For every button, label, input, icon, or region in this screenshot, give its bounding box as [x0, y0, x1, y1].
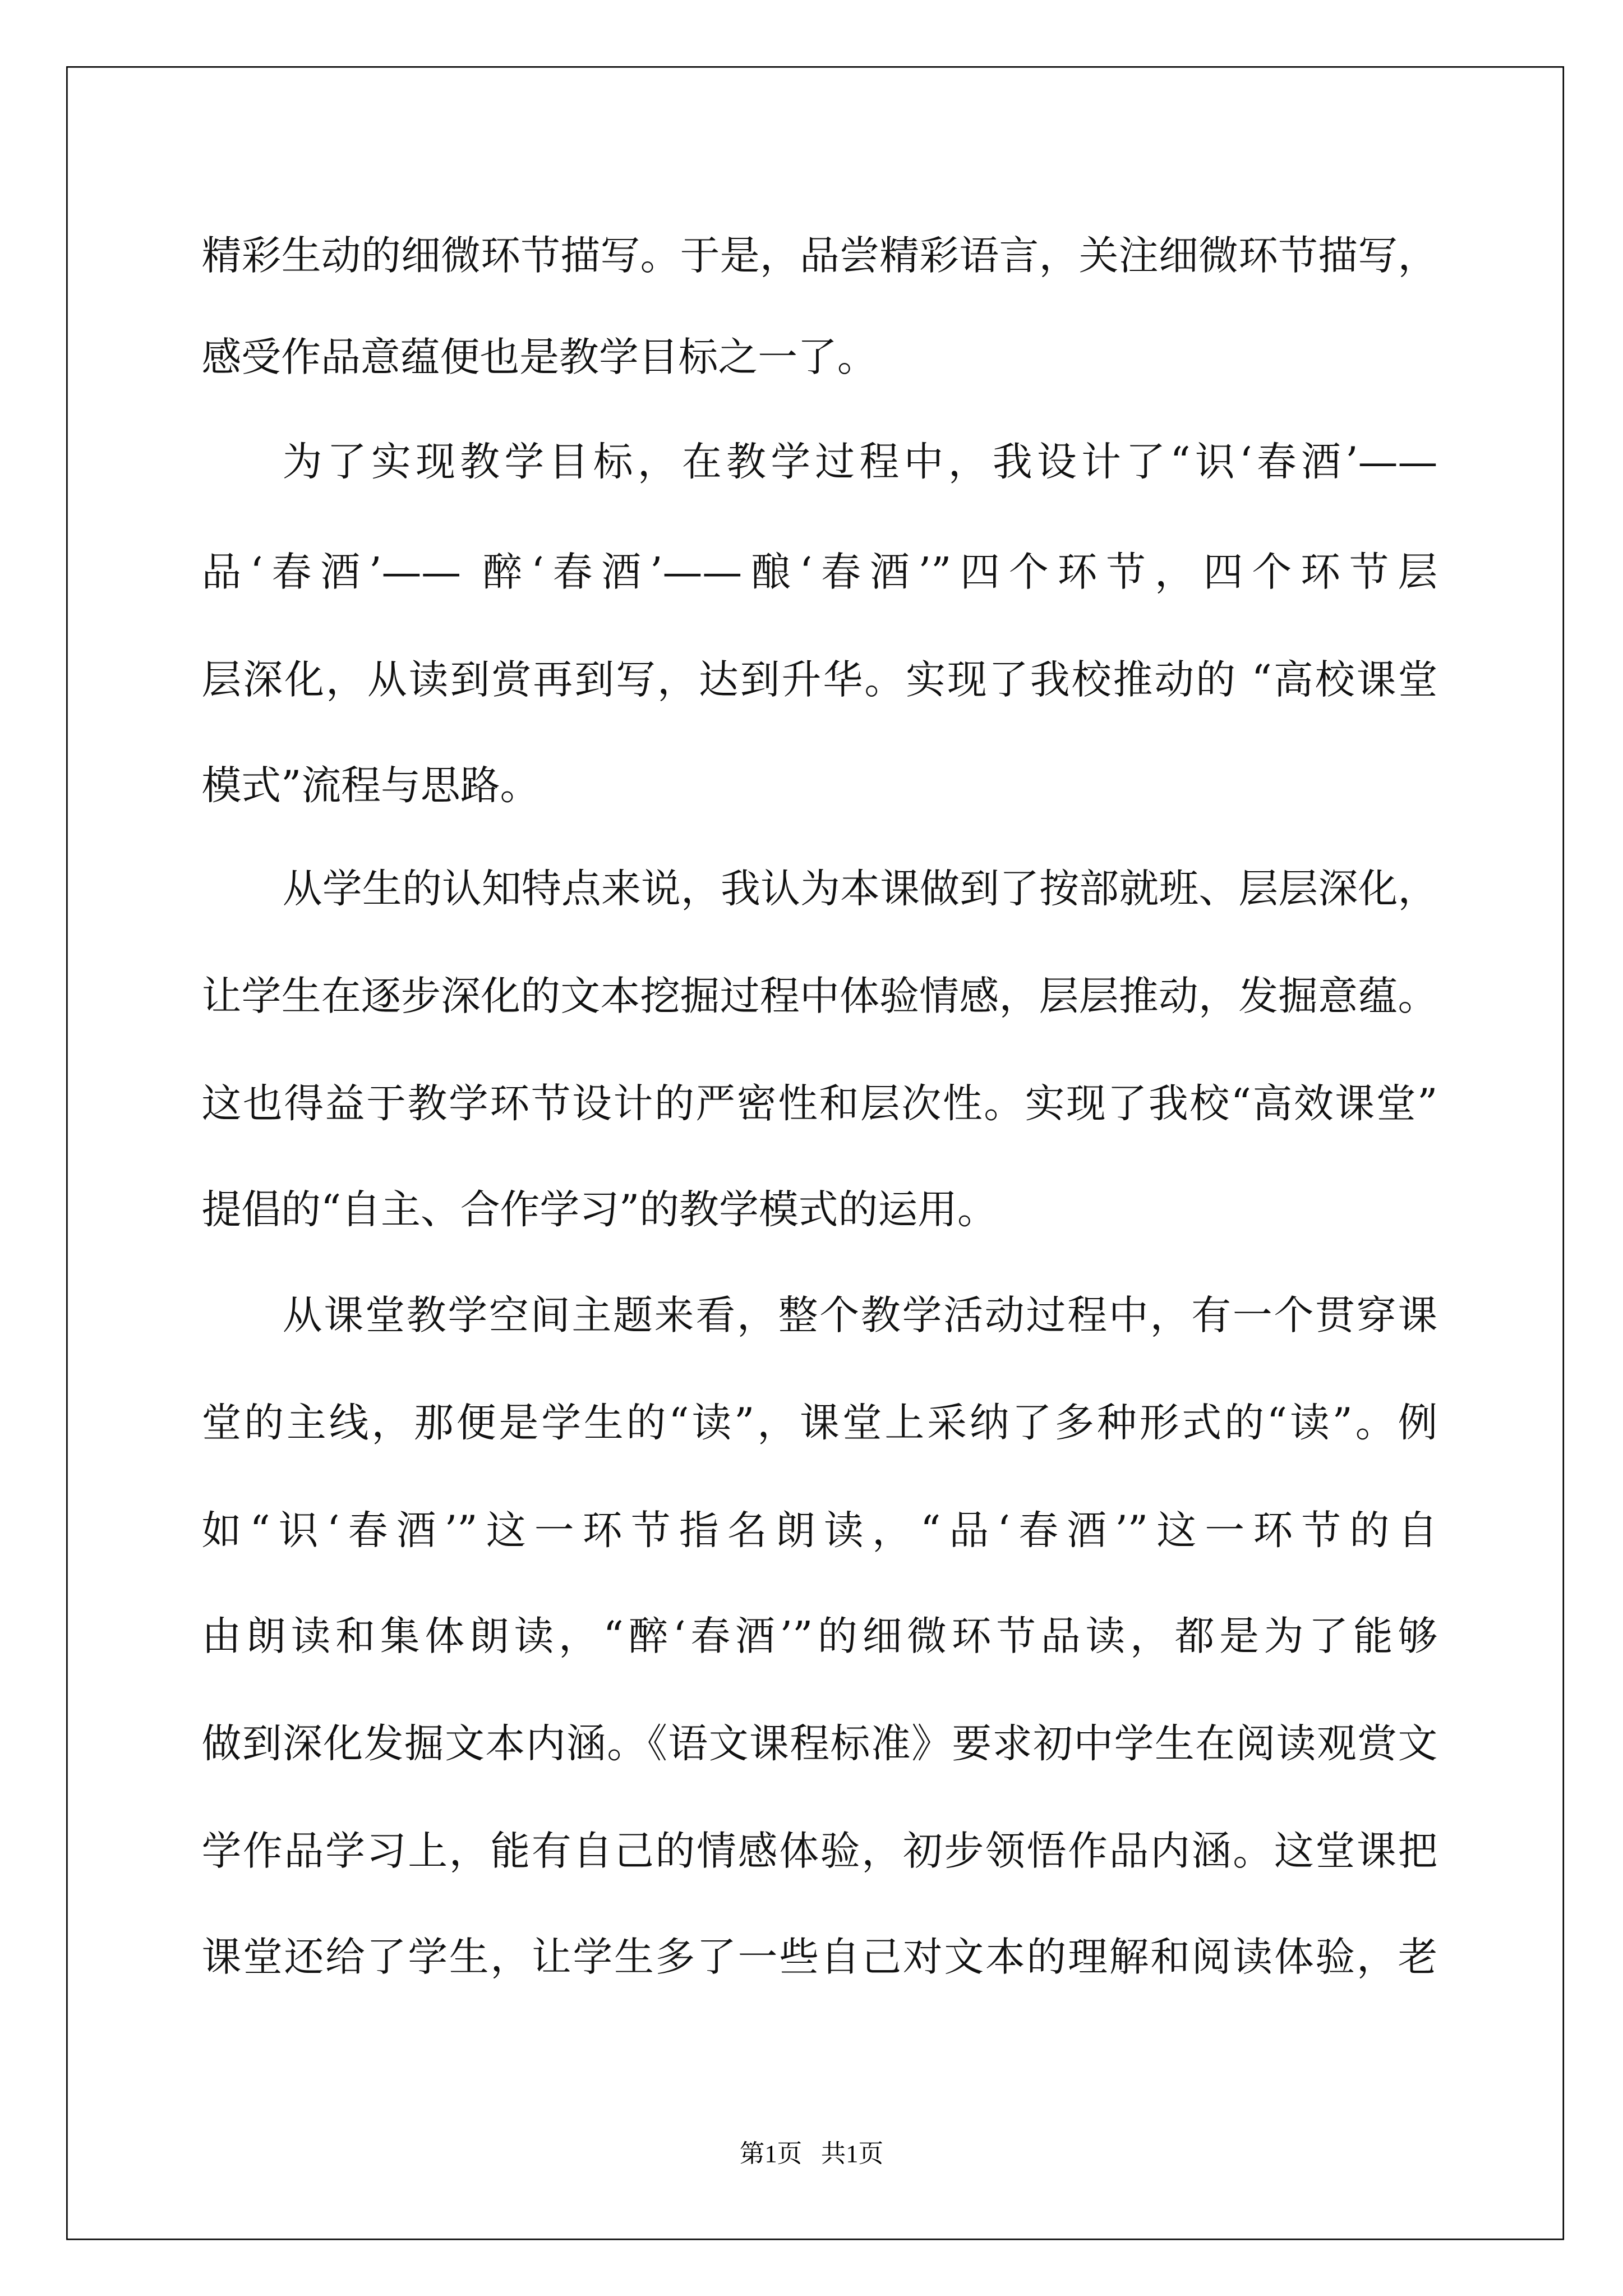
- text-line: 如“识‘春酒’”这一环节指名朗读，“品‘春酒’”这一环节的自: [201, 1508, 1438, 1554]
- text-line: 堂的主线，那便是学生的“读”，课堂上采纳了多种形式的“读”。例: [201, 1401, 1438, 1447]
- text-line: 提倡的“自主、合作学习”的教学模式的运用。: [201, 1188, 997, 1234]
- text-line: 模式”流程与思路。: [201, 763, 540, 810]
- text-line: 从学生的认知特点来说，我认为本课做到了按部就班、层层深化，: [282, 867, 1438, 913]
- text-line: 让学生在逐步深化的文本挖掘过程中体验情感，层层推动，发掘意蕴。: [201, 974, 1438, 1020]
- text-line: 做到深化发掘文本内涵。《语文课程标准》要求初中学生在阅读观赏文: [201, 1722, 1438, 1768]
- page-number-footer: 第1页 共1页: [739, 2139, 884, 2168]
- text-line: 精彩生动的细微环节描写。于是，品尝精彩语言，关注细微环节描写，: [201, 234, 1438, 280]
- text-line: 这也得益于教学环节设计的严密性和层次性。实现了我校“高效课堂”: [201, 1082, 1438, 1128]
- text-line: 品‘春酒’—— 醉‘春酒’——酿‘春酒’”四个环节，四个环节层: [201, 550, 1438, 596]
- text-line: 为了实现教学目标，在教学过程中，我设计了“识‘春酒’——: [282, 440, 1438, 486]
- text-line: 课堂还给了学生，让学生多了一些自己对文本的理解和阅读体验，老: [201, 1935, 1438, 1981]
- text-line: 层深化，从读到赏再到写，达到升华。实现了我校推动的 “高校课堂: [201, 657, 1438, 704]
- text-line: 感受作品意蕴便也是教学目标之一了。: [201, 335, 877, 381]
- text-line: 由朗读和集体朗读，“醉‘春酒’”的细微环节品读，都是为了能够: [201, 1614, 1438, 1660]
- text-line: 学作品学习上，能有自己的情感体验，初步领悟作品内涵。这堂课把: [201, 1829, 1438, 1875]
- text-line: 从课堂教学空间主题来看，整个教学活动过程中，有一个贯穿课: [282, 1294, 1438, 1340]
- page-border: [66, 66, 1564, 2240]
